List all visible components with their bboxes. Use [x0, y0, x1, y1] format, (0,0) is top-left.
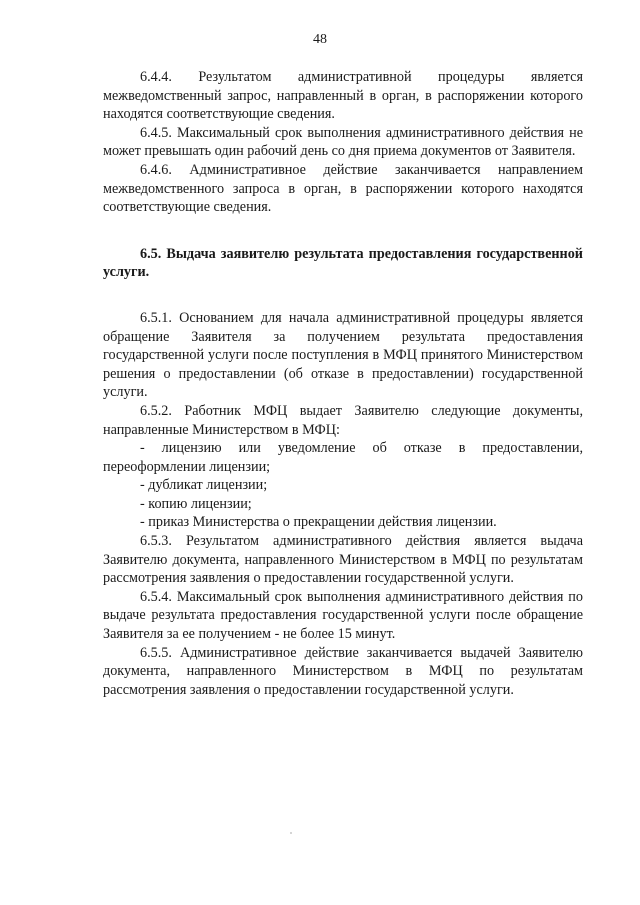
paragraph-6-5-3: 6.5.3. Результатом административного действия является выдача Заявителю документа, направленного Министерством в МФЦ по результатам рассмотрения заявления о предоставлении государственной услуги. — [103, 533, 583, 587]
spacer — [103, 217, 583, 245]
paragraph-6-5-2: 6.5.2. Работник МФЦ выдает Заявителю следующие документы, направленные Министерством в МФЦ: — [103, 402, 583, 438]
paragraph-6-5-5: 6.5.5. Административное действие заканчивается выдачей Заявителю документа, направленного Министерством в МФЦ по результатам рассмотрения заявления о предоставлении государственной услуги. — [103, 644, 583, 698]
spacer — [103, 282, 583, 309]
list-item: - лицензию или уведомление об отказе в предоставлении, переоформлении лицензии; — [103, 440, 583, 475]
paragraph-6-4-5: 6.4.5. Максимальный срок выполнения административного действия не может превышать один рабочий день со дня приема документов от Заявителя. — [103, 124, 583, 160]
paragraph-6-5-1: 6.5.1. Основанием для начала административной процедуры является обращение Заявителя за получением результата предоставления государственной услуги после поступления в МФЦ принятого Министерством решения о предоставлении (об отказе в предоставлении) государственной услуги. — [103, 309, 583, 401]
paragraph-6-4-4: 6.4.4. Результатом административной процедуры является межведомственный запрос, направленный в орган, в распоряжении которого находятся соответствующие сведения. — [103, 69, 583, 123]
paragraph-6-4-6: 6.4.6. Административное действие заканчивается направлением межведомственного запроса в орган, в распоряжении которого находятся соответствующие сведения. — [103, 161, 583, 216]
list-item: - копию лицензии; — [140, 495, 252, 512]
page-number: 48 — [313, 32, 327, 47]
section-heading-6-5: 6.5. Выдача заявителю результата предоставления государственной услуги. — [103, 245, 583, 281]
list-item: - приказ Министерства о прекращении действия лицензии. — [140, 514, 497, 531]
list-item: - дубликат лицензии; — [140, 477, 268, 494]
paragraph-6-5-4: 6.5.4. Максимальный срок выполнения административного действия по выдаче результата предоставления государственной услуги после обращение Заявителя за ее получением - не более 15 минут. — [103, 588, 583, 643]
document-body — [103, 68, 583, 699]
scan-dot — [290, 832, 292, 834]
